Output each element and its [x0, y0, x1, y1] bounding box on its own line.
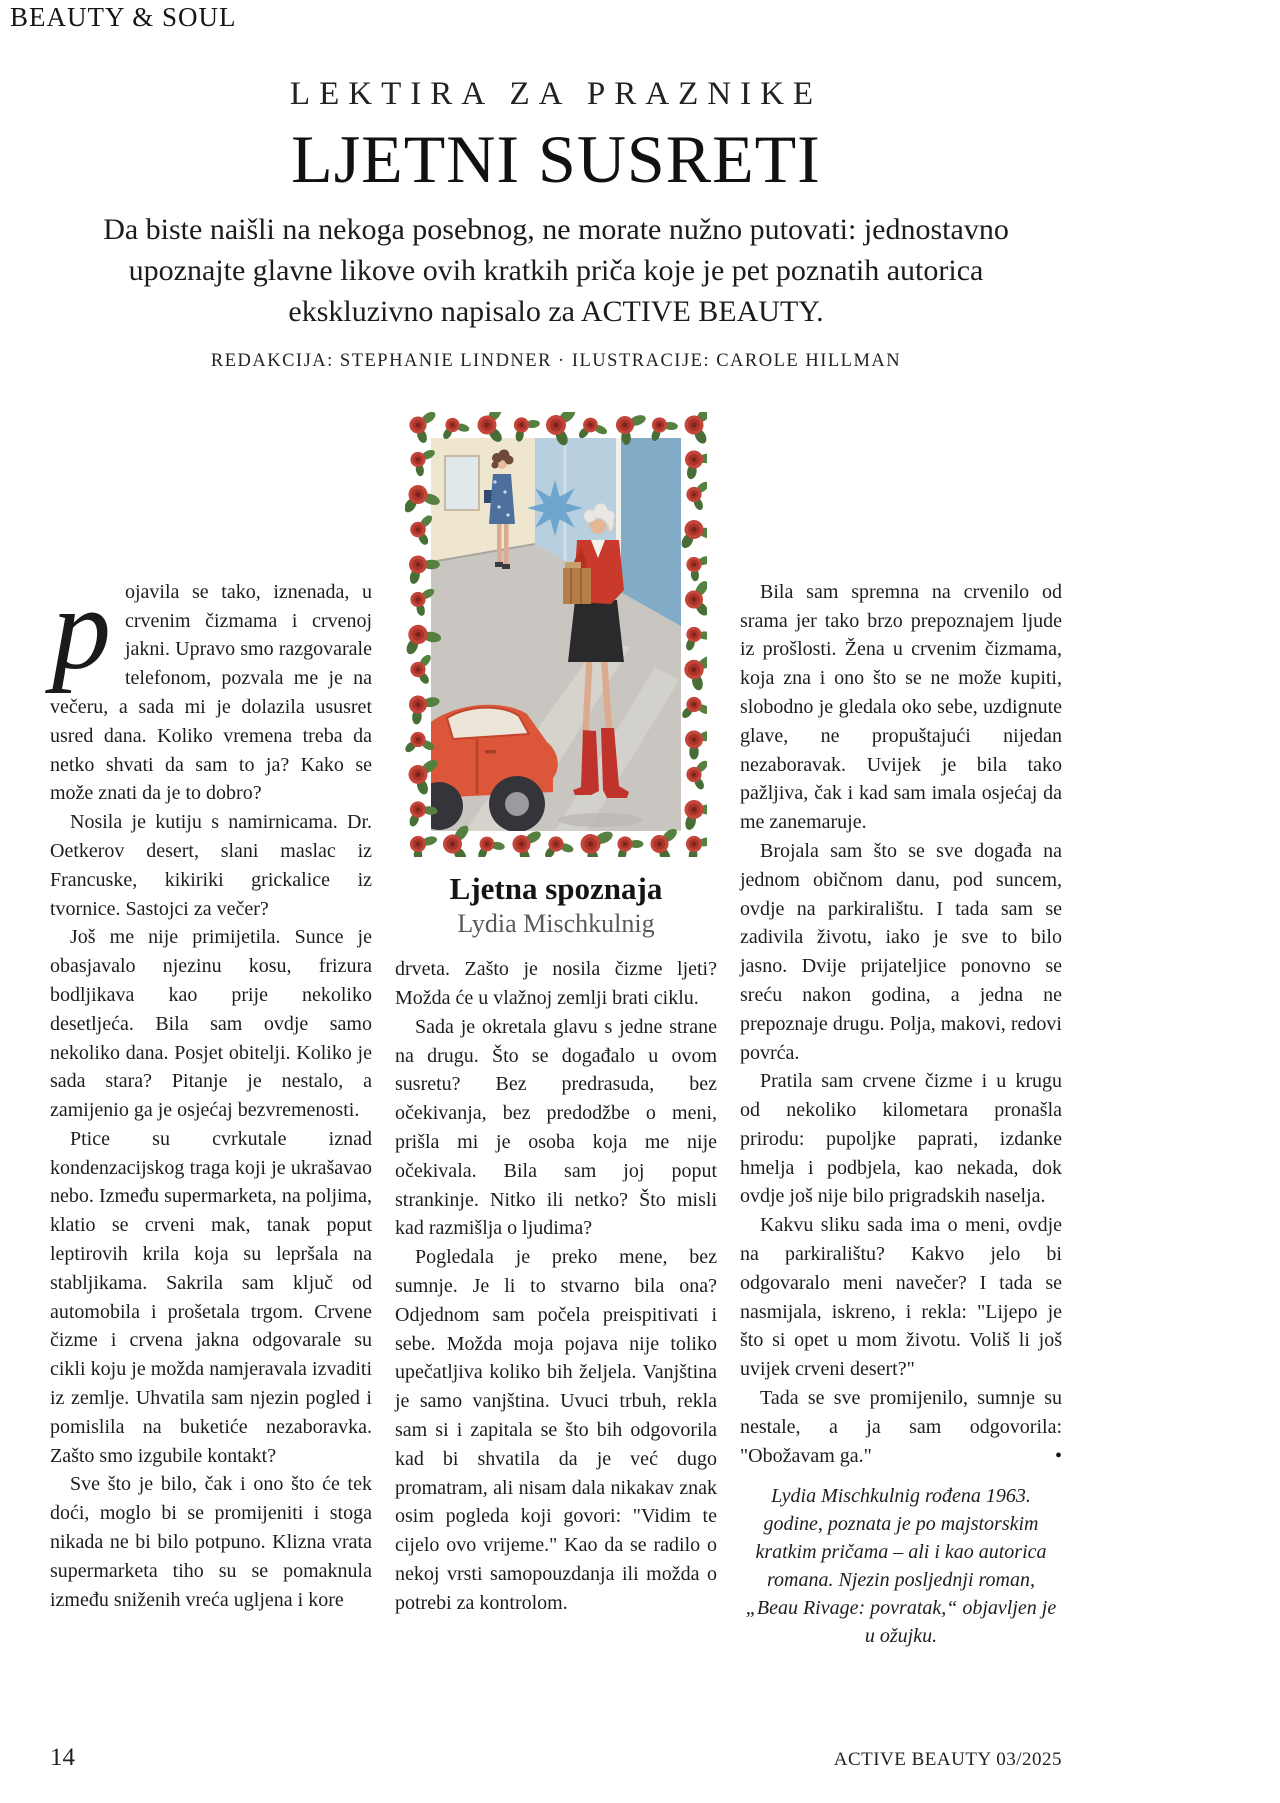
- article-columns: [50, 412, 1062, 1651]
- paragraph: Ptice su cvrkutale iznad kondenzacijskog traga koji je ukrašavao nebo. Između supermarketa, na poljima, klatio se crveni mak, tanak poput leptirovih krila koja su lepršala na stabljikama. Sakrila sam ključ od automobila i prošetala trgom. Crvene čizme i crvena jakna odgovarale su cikli koju je možda namjeravala izvaditi iz zemlje. Uhvatila sam njezin pogled i pomislila na buketiće nezaboravka. Zašto smo izgubile kontakt?: [50, 1127, 372, 1467]
- author-bio: Lydia Mischkulnig rođena 1963. godine, poznata je po majstorskim kratkim pričama – ali i kao autorica romana. Njezin posljednji roman, „Beau Rivage: povratak,“ objavljen je u ožujku.: [745, 1485, 1057, 1648]
- page-title: LJETNI SUSRETI: [291, 121, 821, 197]
- page-number: 14: [50, 1744, 75, 1771]
- section-header: BEAUTY & SOUL: [10, 2, 237, 32]
- paragraph: [740, 1384, 1062, 1470]
- end-mark: •: [1054, 1444, 1062, 1467]
- story-title: Ljetna spoznaja: [449, 870, 663, 906]
- paragraph-text: ojavila se tako, iznenada, u crvenim čizmama i crvenoj jakni. Upravo smo razgovarale telefonom, pozvala me je na večeru, a sada mi je dolazila ususret usred dana. Koliko vremena treba da netko shvati da sam to ja? Kako se može znati da je to dobro?: [50, 580, 372, 805]
- paragraph: Pogledala je preko mene, bez sumnje. Je li to stvarno bila ona? Odjednom sam počela preispitivati i sebe. Možda moja pojava nije toliko upečatljiva koliko bih željela. Vanjština je samo vanjština. Uvuci trbuh, rekla sam si i zapitala se što bih odgovorila kad bi shvatila da je već dugo promatram, ali nisam dala nikakav znak osim pogleda koji govori: "Vidim te cijelo ovo vrijeme." Kao da se radilo o nekoj vrsti samopouzdanja ili možda o potrebi za kontrolom.: [395, 1246, 717, 1614]
- column-left: [50, 412, 372, 1651]
- story-author: Lydia Mischkulnig: [457, 909, 655, 939]
- grocery-bag: [563, 562, 591, 604]
- drop-cap: p: [52, 562, 111, 694]
- kicker: LEKTIRA ZA PRAZNIKE: [289, 76, 823, 112]
- street-scene: [415, 438, 681, 832]
- page-footer: [50, 1744, 1062, 1772]
- paragraph: drveta. Zašto je nosila čizme ljeti? Možda će u vlažnoj zemlji brati ciklu.: [395, 958, 717, 1009]
- paragraph: Još me nije primijetila. Sunce je obasjavalo njezinu kosu, frizura bodljikava kao prije nekoliko desetljeća. Bila sam ovdje samo nekoliko dana. Posjet obitelji. Koliko je sada stara? Pitanje je nestalo, a zamijenio ga je osjećaj bezvremenosti.: [50, 926, 372, 1122]
- paragraph-text: Tada se sve promijenilo, sumnje su nestale, a ja sam odgovorila: "Obožavam ga.": [740, 1387, 1062, 1467]
- paragraph: Nosila je kutiju s namirnicama. Dr. Oetkerov desert, slani maslac iz Francuske, kikiriki grickalice iz tvornice. Sastojci za večer?: [50, 811, 372, 920]
- paragraph: Sada je okretala glavu s jedne strane na drugu. Što se događalo u ovom susretu? Bez predrasuda, bez očekivanja, bez predodžbe o meni, prišla mi je osoba koja me nije očekivala. Bila sam joj poput strankinje. Nitko ili netko? Što misli kad razmišlja o ljudima?: [395, 1015, 717, 1240]
- paragraph: Brojala sam što se sve događa na jednom običnom danu, pod suncem, ovdje na parkiralištu. I tada sam se zadivila životu, iako je sve to bilo jasno. Dvije prijateljice ponovno se sreću nakon godina, a jedna ne prepoznaje drugu. Polja, makovi, redovi povrća.: [740, 839, 1062, 1064]
- paragraph: Pratila sam crvene čizme i u krugu od nekoliko kilometara pronašla prirodu: pupoljke paprati, izdanke hmelja i podbjela, kao nekada, dok ovdje još nije bilo prigradskih naselja.: [740, 1070, 1062, 1208]
- content-area: [50, 0, 1062, 1650]
- credit-line: REDAKCIJA: STEPHANIE LINDNER · ILUSTRACIJE: CAROLE HILLMAN: [210, 350, 902, 371]
- paragraph: Bila sam spremna na crvenilo od srama jer tako brzo prepoznajem ljude iz prošlosti. Žena u crvenim čizmama, koja zna i ono što se ne može kupiti, slobodno je gledala oko sebe, uzdignute glave, ne propuštajući nijedan nezaboravak. Uvijek je bila tako pažljiva, čak i kad sam imala osjećaj da me zanemaruje.: [740, 580, 1062, 834]
- paragraph: Kakvu sliku sada ima o meni, ovdje na parkiralištu? Kakvo jelo bi odgovaralo meni navečer? I tada se nasmijala, iskreno, i rekla: "Lijepo je što si opet u mom životu. Voliš li još uvijek crveni desert?": [740, 1214, 1062, 1381]
- story-illustration: [405, 412, 707, 857]
- paragraph: [50, 562, 372, 808]
- starburst-shape: [527, 480, 583, 536]
- column-middle: [395, 412, 717, 1651]
- issue-label: ACTIVE BEAUTY 03/2025: [833, 1749, 1062, 1770]
- article-header: [50, 0, 1062, 372]
- paragraph: Sve što je bilo, čak i ono što će tek doći, moglo bi se promijeniti i stoga nikada ne bi bilo potpuno. Klizna vrata supermarketa tiho su se pomaknula između sniženih vreća ugljena i kore: [50, 1473, 372, 1611]
- column-right: [740, 412, 1062, 1651]
- lede-paragraph: Da biste naišli na nekoga posebnog, ne morate nužno putovati: jednostavno upoznajte glavne likove ovih kratkih priča koje je pet poznatih autorica ekskluzivno napisalo za ACTIVE BEAUTY.: [103, 213, 1009, 328]
